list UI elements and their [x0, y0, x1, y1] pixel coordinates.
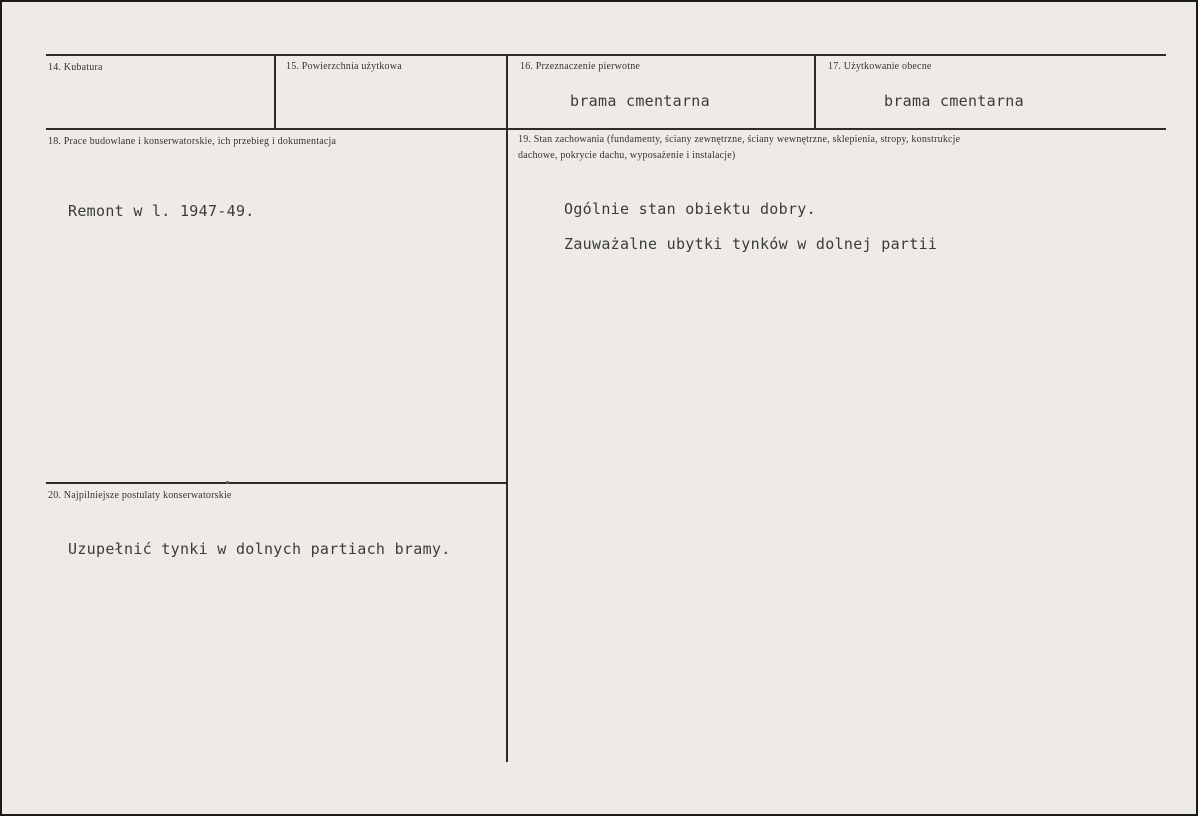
- row-top-border: [46, 54, 1166, 56]
- ink-dot: [226, 481, 229, 484]
- field-16-value: brama cmentarna: [570, 92, 710, 110]
- divider-left-right: [506, 128, 508, 762]
- divider-14-15: [274, 54, 276, 130]
- field-16-label: 16. Przeznaczenie pierwotne: [520, 61, 641, 72]
- field-19-line-1: Ogólnie stan obiektu dobry.: [564, 200, 816, 218]
- divider-16-17: [814, 54, 816, 130]
- field-17-label: 17. Użytkowanie obecne: [828, 61, 932, 72]
- divider-18-20: [46, 482, 506, 484]
- field-18-label: 18. Prace budowlane i konserwatorskie, ich przebieg i dokumentacja: [48, 136, 337, 147]
- field-17-value: brama cmentarna: [884, 92, 1024, 110]
- field-15-label: 15. Powierzchnia użytkowa: [286, 61, 402, 72]
- row-middle-border: [46, 128, 1166, 130]
- field-18-value: Remont w l. 1947-49.: [68, 202, 255, 220]
- field-19-line-2: Zauważalne ubytki tynków w dolnej partii: [564, 235, 938, 253]
- field-20-value: Uzupełnić tynki w dolnych partiach bramy.: [68, 540, 451, 558]
- divider-15-16: [506, 54, 508, 130]
- field-14-label: 14. Kubatura: [48, 62, 103, 73]
- field-20-label: 20. Najpilniejsze postulaty konserwatorskie: [48, 490, 232, 501]
- field-19-label: 19. Stan zachowania (fundamenty, ściany zewnętrzne, ściany wewnętrzne, sklepienia, stropy, konstrukcje dachowe, pokrycie dachu, wyposażenie i instalacje): [518, 134, 961, 161]
